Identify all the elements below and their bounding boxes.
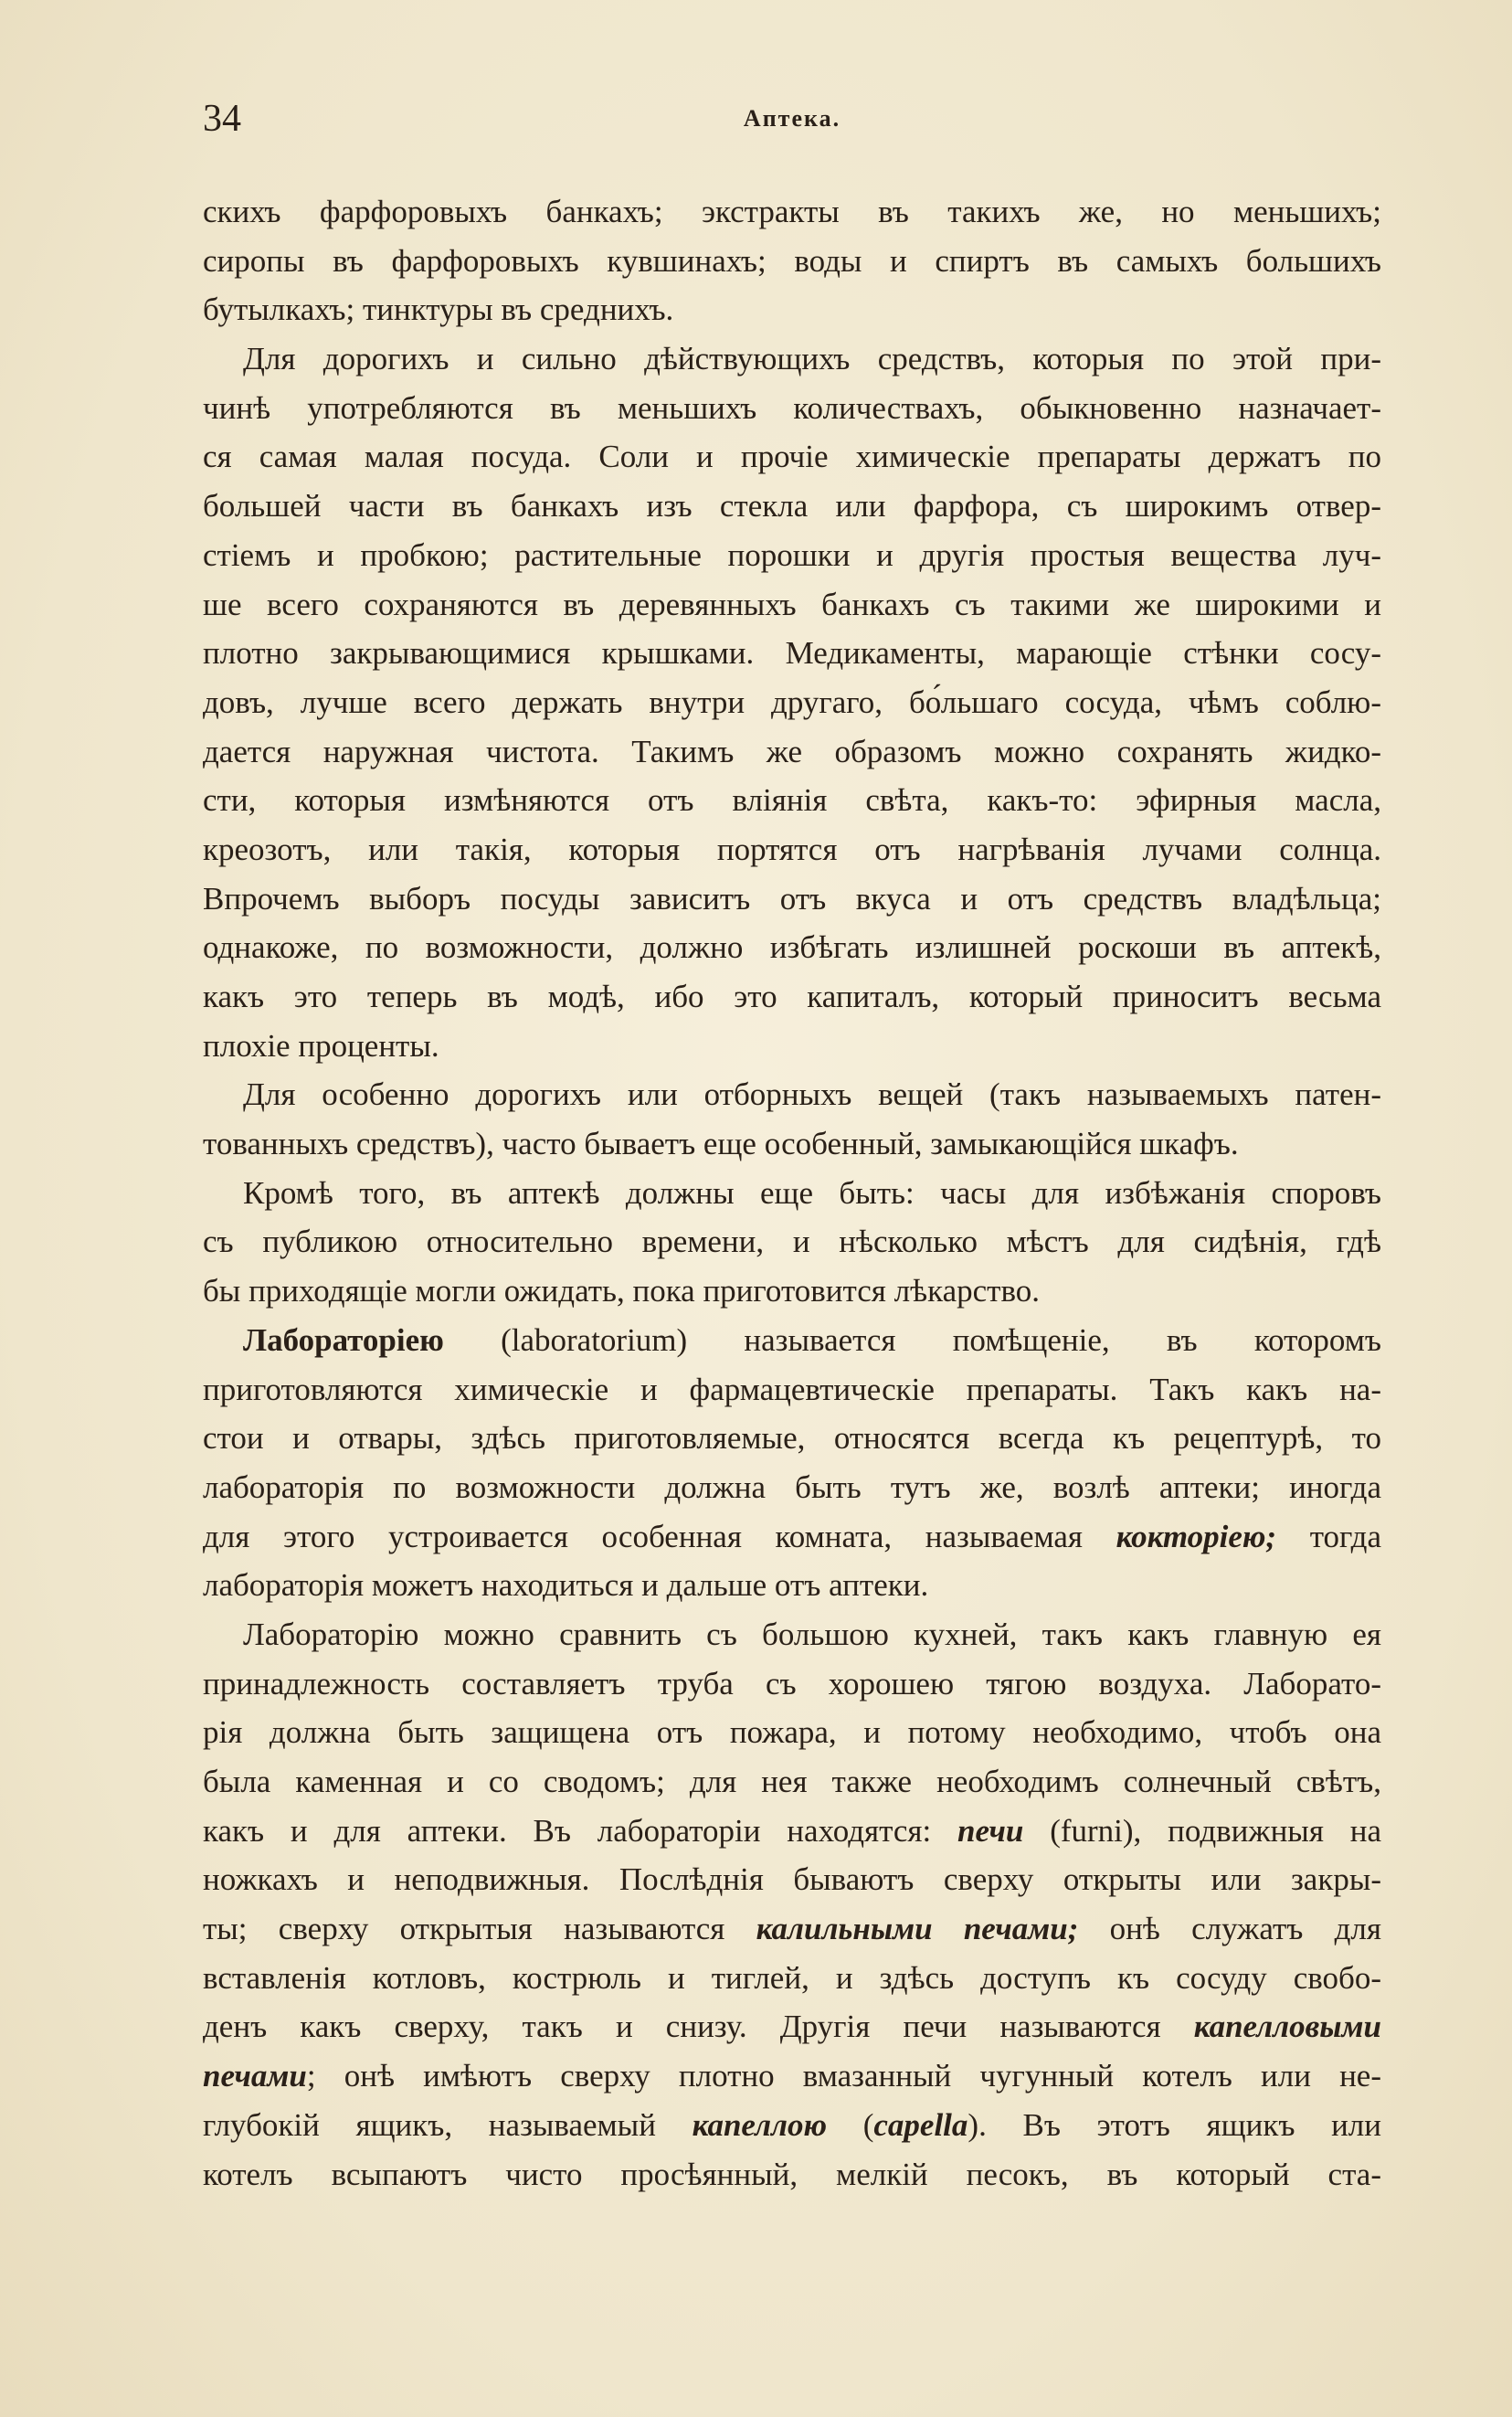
text-line: скихъ фарфоровыхъ банкахъ; экстракты въ такихъ же, но меньшихъ; (203, 194, 1381, 229)
text-line: бы приходящіе могли ожидать, пока приготовится лѣкарство. (203, 1273, 1040, 1309)
text-run: (furni), подвижныя на (1023, 1812, 1381, 1849)
text-line: приготовляются химическіе и фармацевтическіе препараты. Такъ какъ на- (203, 1371, 1381, 1407)
text-line (203, 2002, 1381, 2051)
emphasized-term: калильными печами; (756, 1911, 1079, 1947)
text-line: ше всего сохраняются въ деревянныхъ банкахъ съ такими же широкими и (203, 586, 1381, 622)
text-line: какъ это теперь въ модѣ, ибо это капиталъ, который приноситъ весьма (203, 979, 1381, 1014)
bold-term: Лабораторіею (243, 1321, 444, 1358)
emphasized-term: кокторіею; (1115, 1518, 1277, 1554)
page-header (203, 91, 1381, 146)
text-line: тованныхъ средствъ), часто бываетъ еще особенный, замыкающійся шкафъ. (203, 1126, 1239, 1162)
text-line: дается наружная чистота. Такимъ же образомъ можно сохранять жидко- (203, 733, 1381, 769)
text-line: сти, которыя измѣняются отъ вліянія свѣта, какъ-то: эфирныя масла, (203, 782, 1381, 819)
text-line (203, 1807, 1381, 1856)
text-line: большей части въ банкахъ изъ стекла или фарфора, съ широкимъ отвер- (203, 488, 1381, 525)
text-run: тогда (1276, 1518, 1381, 1554)
text-line (203, 2101, 1381, 2150)
text-line (203, 2051, 1381, 2101)
text-run: ; онѣ имѣютъ сверху плотно вмазанный чугунный котелъ или не- (306, 2058, 1381, 2094)
emphasized-term: печи (957, 1812, 1024, 1849)
text-line: Для особенно дорогихъ или отборныхъ вещей (такъ называемыхъ патен- (243, 1076, 1381, 1113)
text-line: Впрочемъ выборъ посуды зависитъ отъ вкуса и отъ средствъ владѣльца; (203, 880, 1381, 917)
text-run: для этого устроивается особенная комната, называемая (203, 1518, 1116, 1554)
text-line (203, 1904, 1381, 1954)
emphasized-term: capella (873, 2106, 968, 2143)
text-line: Для дорогихъ и сильно дѣйствующихъ средствъ, которыя по этой при- (243, 341, 1381, 377)
text-line: Лабораторію можно сравнить съ большою кухней, такъ какъ главную ея (243, 1616, 1381, 1652)
page-number: 34 (203, 98, 241, 140)
text-run: (laboratorium) называется помѣщеніе, въ которомъ (443, 1321, 1381, 1358)
emphasized-term: капеллою (692, 2106, 828, 2143)
text-line: креозотъ, или такія, которыя портятся отъ нагрѣванія лучами солнца. (203, 831, 1381, 867)
text-line: лабораторія по возможности должна быть тутъ же, возлѣ аптеки; иногда (203, 1468, 1381, 1505)
text-run: ты; сверху открытыя называются (203, 1911, 756, 1947)
text-line: ся самая малая посуда. Соли и прочіе химическіе препараты держатъ по (203, 439, 1381, 475)
text-line: была каменная и со сводомъ; для нея также необходимъ солнечный свѣтъ, (203, 1764, 1381, 1799)
text-line: плотно закрывающимися крышками. Медикаменты, марающіе стѣнки сосу- (203, 635, 1381, 672)
text-line: принадлежность составляетъ труба съ хорошею тягою воздуха. Лаборато- (203, 1665, 1381, 1701)
text-line (203, 1512, 1381, 1562)
emphasized-term: капелловыми (1193, 2009, 1381, 2045)
text-run: ( (827, 2106, 874, 2143)
text-run: ). Въ этотъ ящикъ или (967, 2106, 1381, 2143)
text-line: вставленія котловъ, кострюль и тиглей, и здѣсь доступъ къ сосуду свобо- (203, 1959, 1381, 1996)
text-run: онѣ служатъ для (1078, 1911, 1381, 1947)
text-run: денъ какъ сверху, такъ и снизу. Другія печи называются (203, 2009, 1194, 2045)
text-line: съ публикою относительно времени, и нѣсколько мѣстъ для сидѣнія, гдѣ (203, 1224, 1381, 1260)
text-run: глубокій ящикъ, называемый (203, 2106, 693, 2143)
emphasized-term: печами (203, 2058, 307, 2094)
text-line: лабораторія можетъ находиться и дальше отъ аптеки. (203, 1567, 929, 1604)
text-line: однакоже, по возможности, должно избѣгать излишней роскоши въ аптекѣ, (203, 929, 1381, 966)
text-line (203, 1316, 1381, 1365)
text-line: котелъ всыпаютъ чисто просѣянный, мелкій песокъ, въ который ста- (203, 2156, 1381, 2192)
running-head: Аптека. (743, 105, 841, 132)
text-line: довъ, лучше всего держать внутри другаго, бо́льшаго сосуда, чѣмъ соблю- (203, 684, 1381, 720)
text-line: Кромѣ того, въ аптекѣ должны еще быть: часы для избѣжанія споровъ (243, 1174, 1381, 1211)
text-line: плохіе проценты. (203, 1027, 439, 1064)
text-line: сиропы въ фарфоровыхъ кувшинахъ; воды и спиртъ въ самыхъ большихъ (203, 242, 1381, 279)
text-line: чинѣ употребляются въ меньшихъ количествахъ, обыкновенно назначает- (203, 389, 1381, 426)
text-line: рія должна быть защищена отъ пожара, и потому необходимо, чтобъ она (203, 1714, 1381, 1751)
text-line: стои и отвары, здѣсь приготовляемые, относятся всегда къ рецептурѣ, то (203, 1420, 1381, 1457)
text-line: стіемъ и пробкою; растительные порошки и другія простыя вещества луч- (203, 536, 1381, 573)
text-line: бутылкахъ; тинктуры въ среднихъ. (203, 292, 674, 328)
body-text (203, 187, 1381, 2199)
text-run: какъ и для аптеки. Въ лабораторіи находятся: (203, 1812, 958, 1849)
text-line: ножкахъ и неподвижныя. Послѣднія бываютъ сверху открыты или закры- (203, 1861, 1381, 1898)
